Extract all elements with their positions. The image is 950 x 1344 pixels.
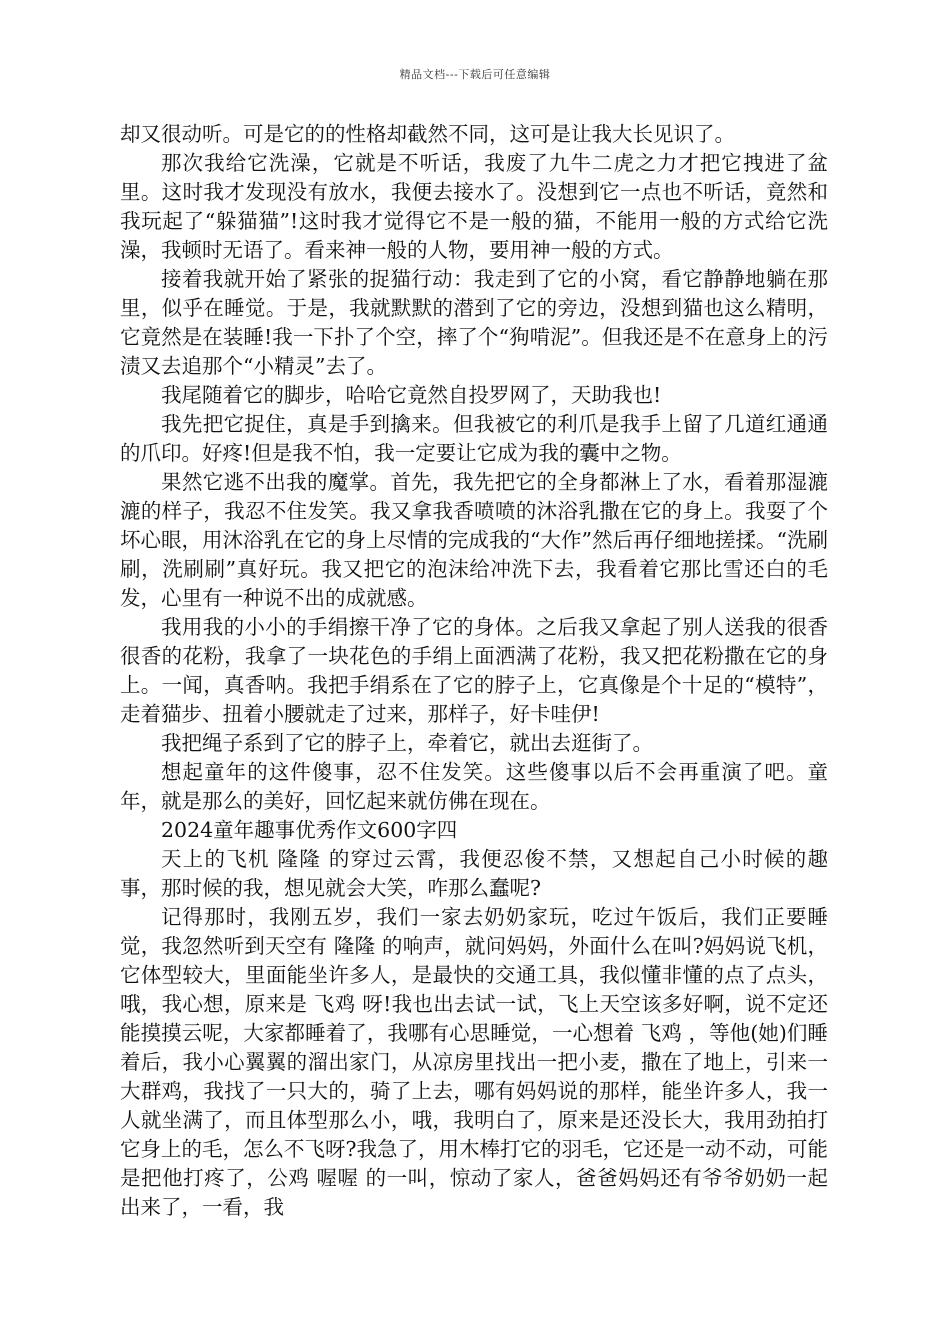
paragraph: 那次我给它洗澡，它就是不听话，我废了九牛二虎之力才把它拽进了盆里。这时我才发现没有放水，我便去接水了。没想到它一点也不听话，竟然和我玩起了“躲猫猫”!这时我才觉得它不是一般的猫，不能用一般的方式给它洗澡，我顿时无语了。看来神一般的人物，要用神一般的方式。 (120, 151, 828, 262)
paragraph: 我用我的小小的手绢擦干净了它的身体。之后我又拿起了别人送我的很香很香的花粉，我拿了一块花色的手绢上面洒满了花粉，我又把花粉撒在它的身上。一闻，真香呐。我把手绢系在了它的脖子上，它真像是个十足的“模特”，走着猫步、扭着小腰就走了过来，那样子，好卡哇伊! (120, 615, 828, 726)
paragraph: 果然它逃不出我的魔掌。首先，我先把它的全身都淋上了水，看着那湿漉漉的样子，我忍不住发笑。我又拿我香喷喷的沐浴乳撒在它的身上。我耍了个坏心眼，用沐浴乳在它的身上尽情的完成我的“大作”然后再仔细地搓揉。“洗刷刷，洗刷刷”真好玩。我又把它的泡沫给冲洗下去，我看着它那比雪还白的毛发，心里有一种说不出的成就感。 (120, 470, 828, 610)
article-body (120, 120, 828, 1222)
paragraph: 接着我就开始了紧张的捉猫行动：我走到了它的小窝，看它静静地躺在那里，似乎在睡觉。于是，我就默默的潜到了它的旁边，没想到猫也这么精明，它竟然是在装睡!我一下扑了个空，摔了个“狗啃泥”。但我还是不在意身上的污渍又去追那个“小精灵”去了。 (120, 267, 828, 378)
page-header: 精品文档---下载后可任意编辑 (399, 68, 551, 81)
paragraph: 天上的飞机 隆隆 的穿过云霄，我便忍俊不禁，又想起自己小时候的趣事，那时候的我，想见就会大笑，咋那么蠢呢? (120, 847, 828, 900)
paragraph: 我把绳子系到了它的脖子上，牵着它，就出去逛街了。 (161, 731, 653, 755)
paragraph: 想起童年的这件傻事，忍不住发笑。这些傻事以后不会再重演了吧。童年，就是那么的美好，回忆起来就仿佛在现在。 (120, 760, 828, 813)
paragraph: 记得那时，我刚五岁，我们一家去奶奶家玩，吃过午饭后，我们正要睡觉，我忽然听到天空有 隆隆 的响声，就问妈妈，外面什么在叫?妈妈说飞机，它体型较大，里面能坐许多人，是最快的交通工具，我似懂非懂的点了点头，哦，我心想，原来是 飞鸡 呀!我也出去试一试，飞上天空该多好啊，说不定还能摸摸云呢，大家都睡着了，我哪有心思睡觉，一心想着 飞鸡 ，等他(她)们睡着后，我小心翼翼的溜出家门，从凉房里找出一把小麦，撒在了地上，引来一大群鸡，我找了一只大的，骑了上去，哪有妈妈说的那样，能坐许多人，我一人就坐满了，而且体型那么小，哦，我明白了，原来是还没长大，我用劲拍打它身上的毛，怎么不飞呀?我急了，用木棒打它的羽毛，它还是一动不动，可能是把他打疼了，公鸡 喔喔 的一叫，惊动了家人，爸爸妈妈还有爷爷奶奶一起出来了，一看，我 (120, 905, 828, 1219)
section-heading: 2024童年趣事优秀作文600字四 (161, 818, 458, 842)
paragraph: 我先把它捉住，真是手到擒来。但我被它的利爪是我手上留了几道红通通的爪印。好疼!但是我不怕，我一定要让它成为我的囊中之物。 (120, 412, 828, 465)
paragraph: 却又很动听。可是它的的性格却截然不同，这可是让我大长见识了。 (120, 122, 735, 146)
paragraph: 我尾随着它的脚步，哈哈它竟然自投罗网了，天助我也! (161, 383, 662, 407)
